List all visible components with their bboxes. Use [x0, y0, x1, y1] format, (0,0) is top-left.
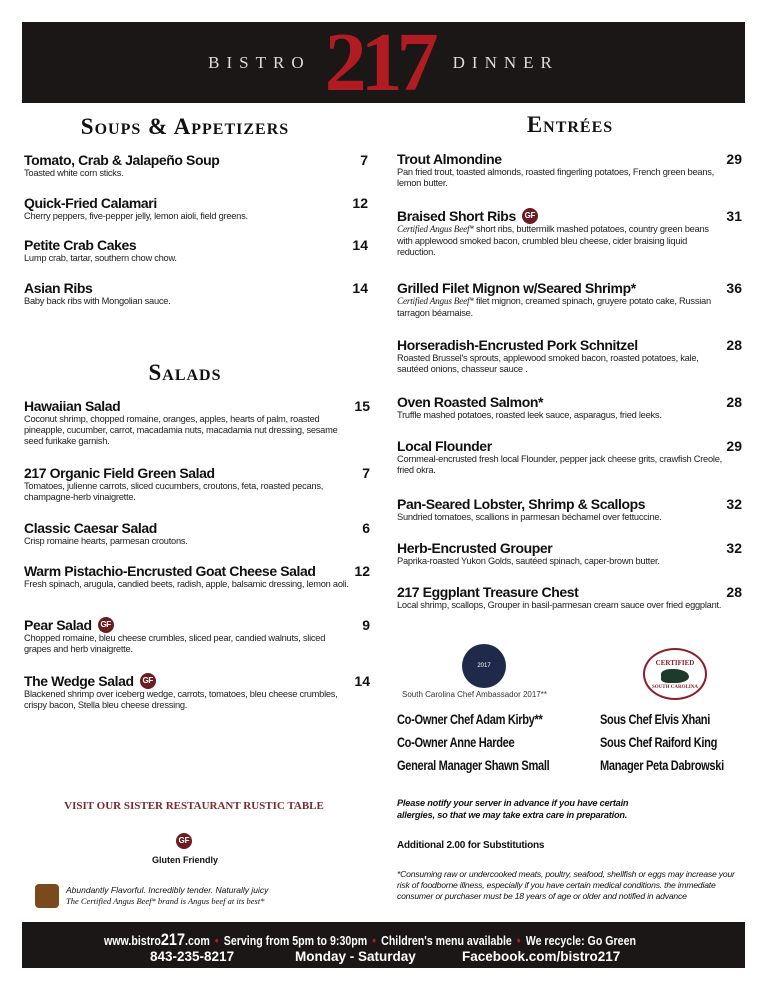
item-name: [24, 465, 370, 481]
section-title-soups: Soups & Appetizers: [80, 114, 290, 139]
menu-item: [24, 673, 370, 711]
item-price: 12: [354, 563, 370, 579]
item-name: [397, 151, 742, 167]
angus-tagline: [66, 885, 268, 907]
menu-item: [24, 195, 368, 222]
item-description: [24, 253, 348, 264]
menu-item: [24, 398, 370, 447]
item-description-text: Local shrimp, scallops, Grouper in basil-parmesan cream sauce over fried eggplant.: [397, 600, 722, 610]
item-description-text: Blackened shrimp over iceberg wedge, carrots, tomatoes, bleu cheese crumbles, crispy bacon, Stella bleu cheese dressing.: [24, 689, 338, 710]
substitution-note: Additional 2.00 for Substitutions: [397, 840, 545, 851]
item-price: 12: [352, 195, 368, 211]
item-name: [24, 563, 370, 579]
item-name-text: The Wedge Salad: [24, 673, 134, 689]
menu-item: [397, 394, 742, 421]
item-name: [397, 496, 742, 512]
menu-item: [24, 280, 368, 307]
item-name: [24, 520, 370, 536]
item-price: 14: [352, 280, 368, 296]
item-price: 32: [726, 496, 742, 512]
item-price: 7: [360, 152, 368, 168]
item-price: 28: [726, 394, 742, 410]
menu-item: [397, 584, 742, 611]
separator-dot: •: [214, 934, 219, 948]
facebook-link[interactable]: Facebook.com/bistro217: [462, 949, 621, 964]
consumption-warning: *Consuming raw or undercooked meats, poultry, seafood, shellfish or eggs may increase your risk of foodborne illness, especially if you have certain medical conditions. the immediate consumer or purchaser must be 18 years of age or older and notified in advance: [397, 869, 735, 901]
web-pre: www.bistro: [104, 934, 161, 948]
sc-map-icon: [661, 669, 689, 683]
ambassador-caption: South Carolina Chef Ambassador 2017**: [402, 690, 547, 699]
menu-item: [397, 438, 742, 476]
item-description: [24, 536, 350, 547]
logo-bistro: BISTRO: [208, 52, 311, 72]
item-price: 6: [362, 520, 370, 536]
sister-restaurant-link[interactable]: VISIT OUR SISTER RESTAURANT RUSTIC TABLE: [64, 800, 324, 812]
menu-item: [397, 337, 742, 375]
item-description: [24, 296, 348, 307]
item-description-text: Pan fried trout, toasted almonds, roasted fingerling potatoes, French green beans, lemon butter.: [397, 167, 714, 188]
item-description: [24, 481, 350, 503]
menu-item: [24, 563, 370, 590]
item-name: [397, 540, 742, 556]
item-description: [397, 167, 722, 189]
ambassador-seal: [462, 644, 506, 688]
item-name: [24, 237, 368, 253]
item-name-text: 217 Eggplant Treasure Chest: [397, 584, 579, 600]
item-name-text: Hawaiian Salad: [24, 398, 121, 414]
item-price: 29: [726, 438, 742, 454]
item-description-text: Cherry peppers, five-pepper jelly, lemon aioli, field greens.: [24, 211, 248, 221]
menu-item: [24, 520, 370, 547]
item-name: [397, 394, 742, 410]
item-name-text: Horseradish-Encrusted Pork Schnitzel: [397, 337, 638, 353]
item-name: [397, 584, 742, 600]
certified-sc-seal: [643, 648, 707, 700]
item-name: [24, 398, 370, 414]
item-description: [397, 224, 722, 258]
item-price: 31: [726, 208, 742, 224]
gluten-friendly-icon: GF: [140, 673, 156, 689]
item-price: 29: [726, 151, 742, 167]
item-name: [397, 280, 742, 296]
menu-item: [24, 152, 368, 179]
footer-phone[interactable]: 843-235-8217: [150, 949, 235, 964]
item-name-text: Asian Ribs: [24, 280, 93, 296]
item-description-text: Lump crab, tartar, southern chow chow.: [24, 253, 177, 263]
footer-recycle: We recycle: Go Green: [525, 934, 636, 948]
staff-name: Co-Owner Chef Adam Kirby**: [397, 712, 543, 727]
item-description-text: Paprika-roasted Yukon Golds, sautéed spinach, caper-brown butter.: [397, 556, 660, 566]
footer-line-1: [104, 930, 636, 950]
section-title-salads: Salads: [148, 360, 222, 385]
item-name-text: Quick-Fried Calamari: [24, 195, 157, 211]
item-name: [24, 195, 368, 211]
item-name-text: Grilled Filet Mignon w/Seared Shrimp*: [397, 280, 636, 296]
web-num: 217: [160, 930, 185, 949]
footer-banner: [22, 922, 745, 968]
certified-angus-beef-label: Certified Angus Beef*: [397, 297, 474, 307]
item-name-text: Braised Short Ribs: [397, 208, 516, 224]
certified-angus-beef-label: Certified Angus Beef*: [397, 225, 474, 235]
footer-days: Monday - Saturday: [295, 949, 416, 964]
item-name: [397, 337, 742, 353]
section-title-entrees: Entrées: [526, 112, 614, 137]
staff-name: Sous Chef Elvis Xhani: [600, 712, 710, 727]
item-description-text: Chopped romaine, bleu cheese crumbles, sliced pear, candied walnuts, sliced grapes and herb vinaigrette.: [24, 633, 326, 654]
item-description: [397, 353, 722, 375]
staff-name: Co-Owner Anne Hardee: [397, 735, 515, 750]
item-description: [24, 414, 350, 447]
item-price: 32: [726, 540, 742, 556]
seal-bottom: SOUTH CAROLINA: [652, 684, 698, 690]
item-description-text: Roasted Brussel's sprouts, applewood smoked bacon, roasted potatoes, kale, sautéed onions, chasseur sauce .: [397, 353, 699, 374]
footer-kids: Children's menu available: [381, 934, 512, 948]
item-name-text: Tomato, Crab & Jalapeño Soup: [24, 152, 220, 168]
menu-item: [24, 617, 370, 655]
item-price: 28: [726, 337, 742, 353]
header-banner: [22, 16, 745, 109]
item-name-text: Local Flounder: [397, 438, 492, 454]
item-description: [397, 556, 722, 567]
angus-line: The Certified Angus Beef* brand is Angus beef at its best*: [66, 896, 265, 906]
menu-item: [397, 280, 742, 319]
seal-top: CERTIFIED: [655, 658, 695, 667]
separator-dot: •: [516, 934, 521, 948]
item-description-text: Sundried tomatoes, scallions in parmesan béchamel over fettuccine.: [397, 512, 662, 522]
allergy-note: Please notify your server in advance if you have certain allergies, so that we may take extra care in preparation.: [397, 798, 629, 820]
gluten-friendly-icon: GF: [522, 208, 538, 224]
item-description-text: Coconut shrimp, chopped romaine, oranges, apples, hearts of palm, roasted pineapple, cucumber, carrot, macadamia nuts, macadamia nut dressing, sesame seed furikake garnish.: [24, 414, 338, 446]
gluten-friendly-icon: [176, 830, 192, 849]
item-name: [397, 438, 742, 454]
item-name-text: Oven Roasted Salmon*: [397, 394, 544, 410]
item-name: [24, 617, 370, 633]
item-description-text: Cornmeal-encrusted fresh local Flounder, pepper jack cheese grits, crawfish Creole, fried okra.: [397, 454, 722, 475]
item-description-text: Baby back ribs with Mongolian sauce.: [24, 296, 171, 306]
item-name-text: Pan-Seared Lobster, Shrimp & Scallops: [397, 496, 646, 512]
website-link[interactable]: [104, 930, 210, 949]
item-description-text: Fresh spinach, arugula, candied beets, radish, apple, balsamic dressing, lemon aoli.: [24, 579, 349, 589]
item-price: 14: [352, 237, 368, 253]
staff-name: Sous Chef Raiford King: [600, 735, 718, 750]
item-description: [24, 633, 350, 655]
item-name: [397, 208, 742, 224]
item-price: 9: [362, 617, 370, 633]
angus-beef-logo-icon: [35, 884, 59, 908]
item-description-text: short ribs, buttermilk mashed potatoes, country green beans with applewood smoked bacon, crumbled bleu cheese, cider braising liquid reduction.: [397, 224, 709, 257]
item-description: [397, 600, 722, 611]
staff-name: Manager Peta Dabrowski: [600, 758, 724, 773]
menu-item: [24, 465, 370, 503]
gluten-friendly-label: Gluten Friendly: [151, 855, 218, 865]
item-name-text: Petite Crab Cakes: [24, 237, 137, 253]
menu-item: [397, 208, 742, 258]
item-name-text: Classic Caesar Salad: [24, 520, 157, 536]
item-name-text: Pear Salad: [24, 617, 92, 633]
item-description: [24, 211, 348, 222]
item-description-text: Crisp romaine hearts, parmesan croutons.: [24, 536, 188, 546]
item-description-text: Tomatoes, julienne carrots, sliced cucumbers, croutons, feta, roasted pecans, champagne-herb vinaigrette.: [24, 481, 324, 502]
item-description: [397, 454, 722, 476]
item-description-text: Toasted white corn sticks.: [24, 168, 124, 178]
menu-item: [397, 540, 742, 567]
item-name-text: 217 Organic Field Green Salad: [24, 465, 215, 481]
staff-name: General Manager Shawn Small: [397, 758, 550, 773]
gluten-friendly-icon: GF: [98, 617, 114, 633]
item-description: [397, 296, 722, 319]
logo-number: 217: [324, 16, 433, 109]
menu-item: [24, 237, 368, 264]
item-description: [24, 689, 350, 711]
item-price: 36: [726, 280, 742, 296]
item-name: [24, 673, 370, 689]
angus-line: Abundantly Flavorful. Incredibly tender. Naturally juicy: [66, 885, 269, 895]
item-price: 28: [726, 584, 742, 600]
item-description-text: Truffle mashed potatoes, roasted leek sauce, asparagus, fried leeks.: [397, 410, 662, 420]
item-price: 14: [354, 673, 370, 689]
item-name: [24, 152, 368, 168]
menu-item: [397, 496, 742, 523]
web-post: .com: [184, 934, 210, 948]
item-name-text: Warm Pistachio-Encrusted Goat Cheese Salad: [24, 563, 316, 579]
item-price: 7: [362, 465, 370, 481]
item-price: 15: [354, 398, 370, 414]
footer-hours: Serving from 5pm to 9:30pm: [223, 934, 368, 948]
seal-year: 2017: [477, 663, 491, 669]
item-description: [24, 579, 350, 590]
item-description-text: filet mignon, creamed spinach, gruyere potato cake, Russian tarragon béarnaise.: [397, 296, 711, 318]
item-name-text: Herb-Encrusted Grouper: [397, 540, 553, 556]
logo-dinner: DINNER: [452, 52, 559, 72]
item-description: [397, 410, 722, 421]
item-name-text: Trout Almondine: [397, 151, 502, 167]
menu-item: [397, 151, 742, 189]
item-description: [397, 512, 722, 523]
item-description: [24, 168, 348, 179]
item-name: [24, 280, 368, 296]
gf-badge: GF: [176, 833, 192, 849]
separator-dot: •: [372, 934, 377, 948]
